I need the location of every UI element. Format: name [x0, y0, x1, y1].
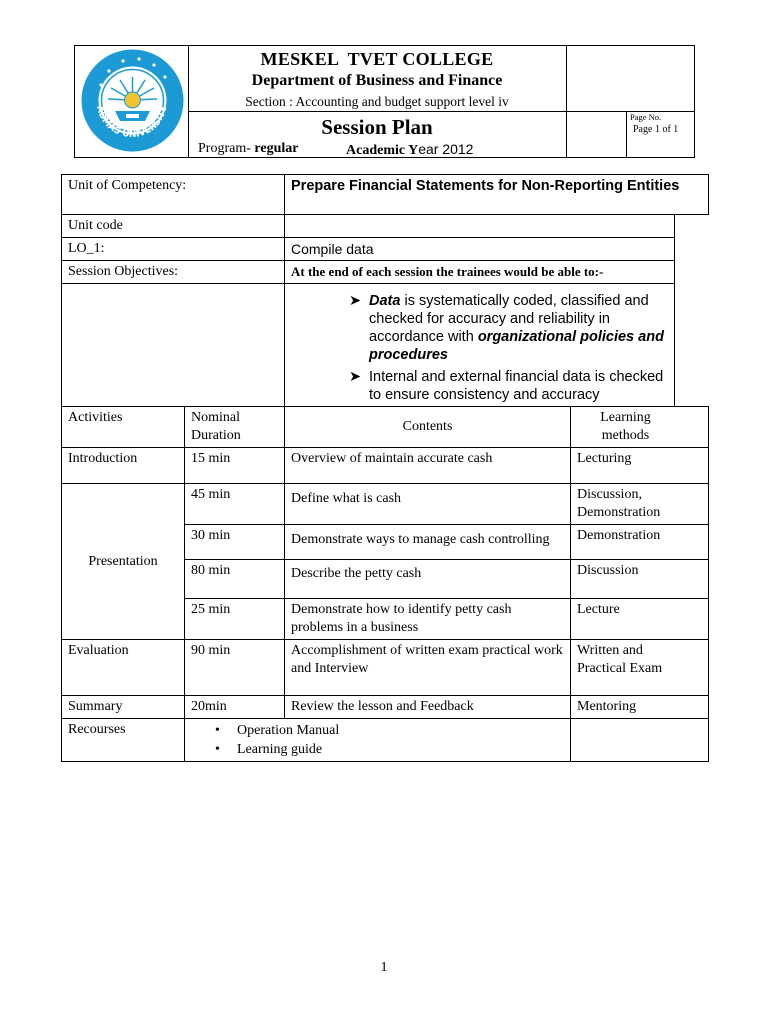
unit-code-label: Unit code — [62, 215, 285, 238]
list-item: • Operation Manual — [215, 721, 564, 740]
table-row: 80 min Describe the petty cash Discussion — [62, 560, 709, 599]
unit-code-value — [285, 215, 675, 238]
department-name: Department of Business and Finance — [251, 72, 503, 89]
col-methods: Learning methods — [571, 407, 709, 448]
program-value: regular — [254, 141, 299, 156]
objectives-detail-row — [62, 284, 709, 407]
academic-year — [346, 141, 473, 159]
table-row: Presentation 45 min Define what is cash Discussion, Demonstration — [62, 484, 709, 525]
col-duration: Nominal Duration — [185, 407, 285, 448]
table-row: Summary 20min Review the lesson and Feedback Mentoring — [62, 696, 709, 719]
table-row: 30 min Demonstrate ways to manage cash controlling Demonstration — [62, 525, 709, 560]
session-plan-table — [61, 174, 709, 762]
lo-label: LO_1: — [62, 238, 285, 261]
objectives-row — [62, 261, 709, 284]
header-divider-page — [626, 111, 627, 158]
resources-list — [191, 721, 564, 759]
resources-blank-cell — [571, 719, 709, 762]
resources-label: Recourses — [62, 719, 185, 762]
college-logo — [79, 47, 186, 154]
arrow-bullet-icon: ➤ — [349, 369, 362, 385]
column-header-row — [62, 407, 709, 448]
academic-year-label: Academic Y — [346, 143, 419, 158]
page-number-label: Page No. — [630, 112, 662, 122]
unit-of-competency-label: Unit of Competency: — [62, 175, 285, 215]
objectives-intro: At the end of each session the trainees would be able to:- — [285, 261, 675, 284]
col-contents: Contents — [285, 407, 571, 448]
table-row: 25 min Demonstrate how to identify petty cash problems in a business Lecture — [62, 599, 709, 640]
header-divider-right — [566, 45, 567, 158]
unit-of-competency-value: Prepare Financial Statements for Non-Reporting Entities — [285, 175, 709, 215]
objectives-label: Session Objectives: — [62, 261, 285, 284]
col-activities: Activities — [62, 407, 185, 448]
resources-row — [62, 719, 709, 762]
academic-year-value: ear 2012 — [418, 141, 474, 157]
unit-code-row — [62, 215, 709, 238]
table-row: Introduction 15 min Overview of maintain accurate cash Lecturing — [62, 448, 709, 484]
college-name: MESKEL TVET COLLEGE — [260, 49, 494, 69]
unit-of-competency-row — [62, 175, 709, 215]
program-line — [198, 141, 298, 157]
objective-item: ➤ Internal and external financial data is checked to ensure consistency and accuracy — [349, 369, 664, 403]
resources-list-cell — [185, 719, 571, 762]
page-number-footer: 1 — [380, 960, 388, 975]
document-title: Session Plan — [321, 115, 433, 139]
presentation-label: Presentation — [62, 484, 185, 640]
program-label: Program- — [198, 141, 255, 156]
table-row: Evaluation 90 min Accomplishment of written exam practical work and Interview Written and Practical Exam — [62, 640, 709, 696]
objectives-blank-cell — [62, 284, 285, 407]
list-item: • Learning guide — [215, 740, 564, 759]
lo-row — [62, 238, 709, 261]
logo-text: ADMAS UNIVERSITY — [94, 104, 170, 141]
page-number-value: Page 1 of 1 — [633, 124, 679, 135]
section-name: Section : Accounting and budget support level iv — [245, 94, 509, 109]
objective-item: ➤ Data is systematically coded, classified and checked for accuracy and reliability in accordance with organizational policies and procedures — [349, 293, 664, 363]
lo-value: Compile data — [285, 238, 675, 261]
objectives-list — [285, 284, 675, 407]
header-divider-middle — [188, 111, 695, 112]
arrow-bullet-icon: ➤ — [349, 293, 362, 309]
